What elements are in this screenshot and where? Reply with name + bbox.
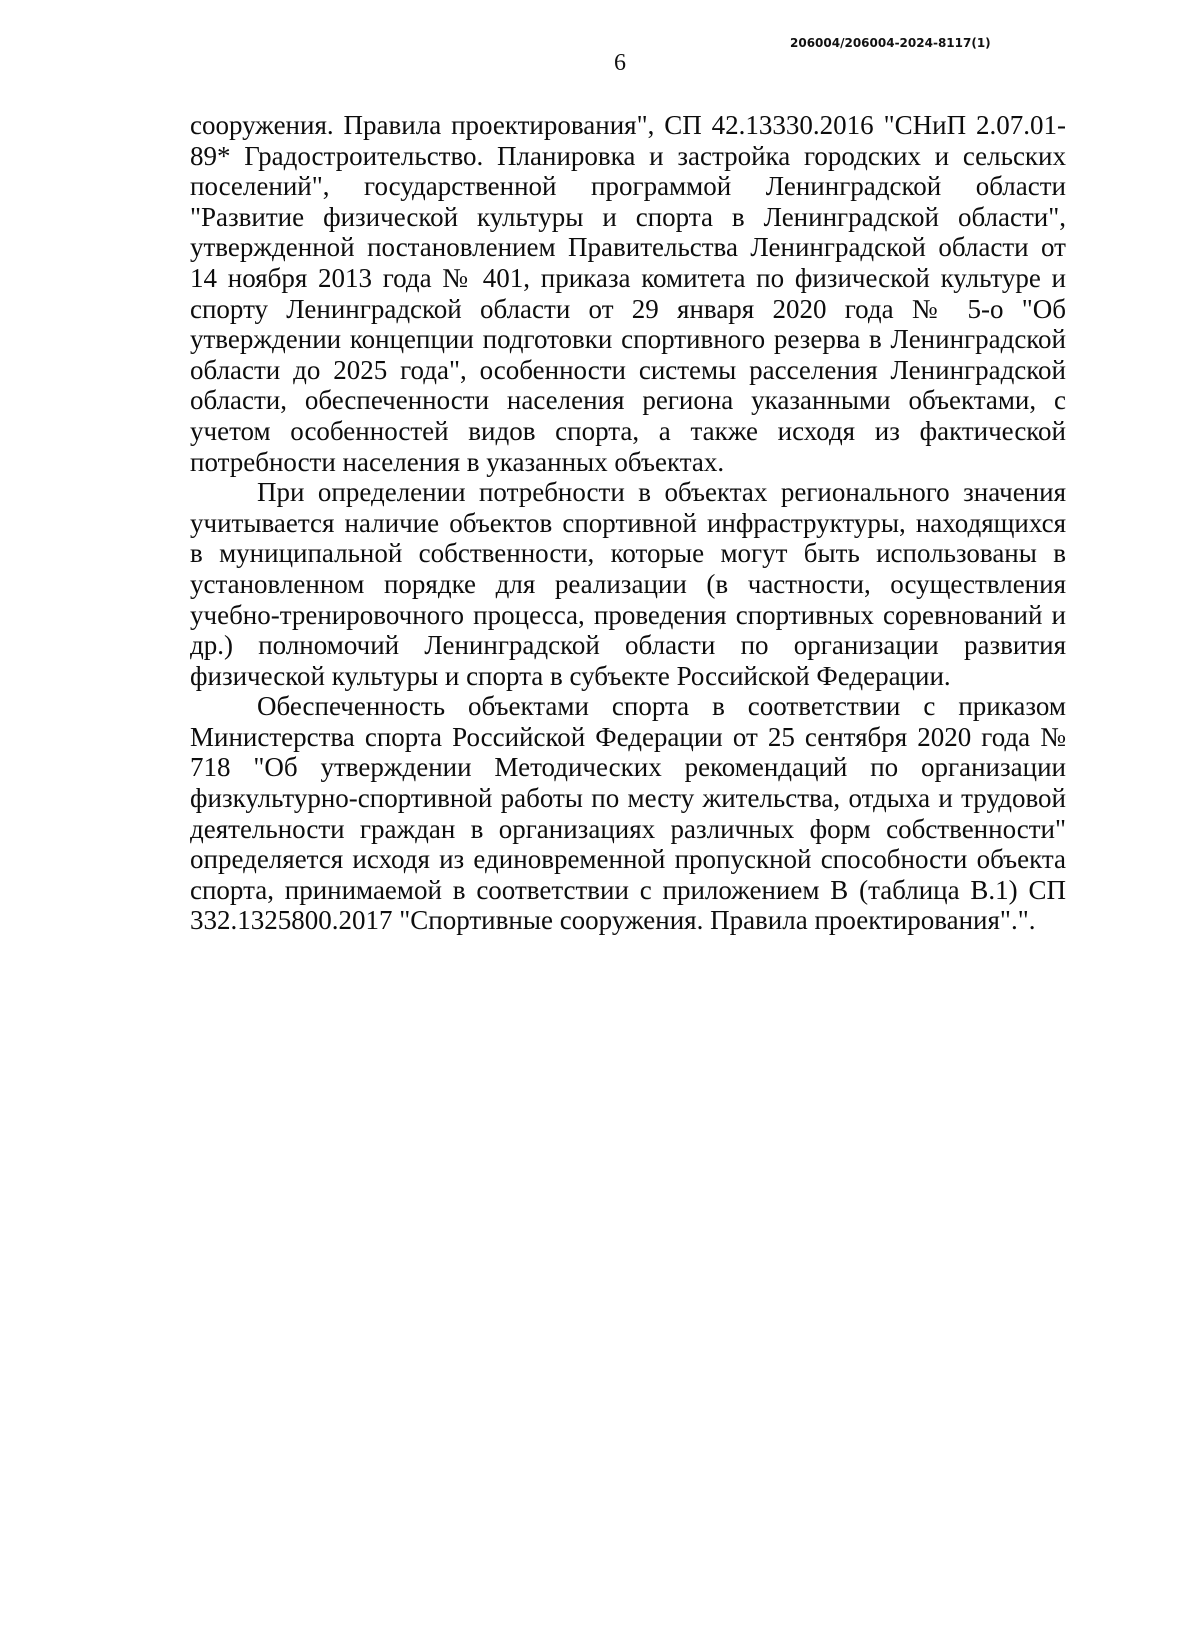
paragraph-sports-provision: Обеспеченность объектами спорта в соответствии с приказом Министерства спорта Российской Федерации от 25 сентября 2020 года № 718 "Об утверждении Методических рекомендаций по организации физкультурно-спортивной работы по месту жительства, отдыха и трудовой деятельности граждан в организациях различных форм собственности" определяется исходя из единовременной пропускной способности объекта спорта, принимаемой в соответствии с приложением В (таблица В.1) СП 332.1325800.2017 "Спортивные сооружения. Правила проектирования".". bbox=[190, 691, 1066, 936]
page-number: 6 bbox=[614, 50, 626, 76]
document-body bbox=[190, 110, 1066, 936]
paragraph-continuation: сооружения. Правила проектирования", СП 42.13330.2016 "СНиП 2.07.01-89* Градостроительство. Планировка и застройка городских и сельских поселений", государственной программой Ленинградской области "Развитие физической культуры и спорта в Ленинградской области", утвержденной постановлением Правительства Ленинградской области от 14 ноября 2013 года № 401, приказа комитета по физической культуре и спорту Ленинградской области от 29 января 2020 года № 5-о "Об утверждении концепции подготовки спортивного резерва в Ленинградской области до 2025 года", особенности системы расселения Ленинградской области, обеспеченности населения региона указанными объектами, с учетом особенностей видов спорта, а также исходя из фактической потребности населения в указанных объектах. bbox=[190, 110, 1066, 477]
document-id: 206004/206004-2024-8117(1) bbox=[790, 36, 991, 50]
paragraph-regional-objects: При определении потребности в объектах регионального значения учитывается наличие объектов спортивной инфраструктуры, находящихся в муниципальной собственности, которые могут быть использованы в установленном порядке для реализации (в частности, осуществления учебно-тренировочного процесса, проведения спортивных соревнований и др.) полномочий Ленинградской области по организации развития физической культуры и спорта в субъекте Российской Федерации. bbox=[190, 477, 1066, 691]
